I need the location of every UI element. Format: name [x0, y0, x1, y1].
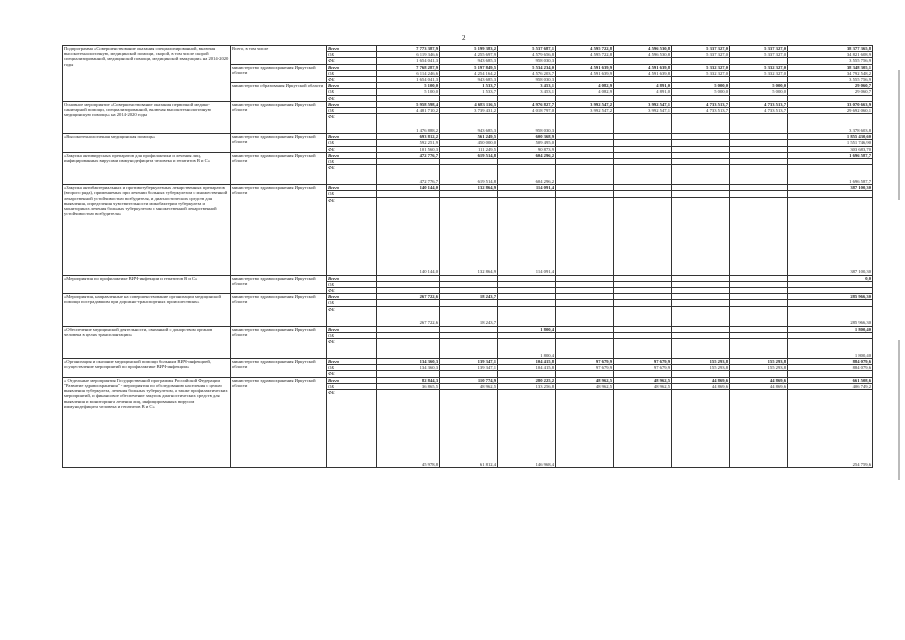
- amount-cell: 619 514,8: [440, 165, 498, 185]
- amount-cell: 4 595 722,8: [556, 46, 614, 52]
- funding-source-cell: ФБ: [327, 165, 377, 185]
- amount-cell: 155 293,8: [672, 365, 730, 371]
- amount-cell: 958 030,3: [498, 58, 556, 64]
- amount-cell: 1 551 746,90: [788, 140, 873, 146]
- amount-cell: 4 596 530,8: [614, 46, 672, 52]
- amount-cell: 139 347,1: [440, 365, 498, 371]
- amount-cell: 7 773 387,9: [377, 46, 440, 52]
- amount-cell: 472 776,7: [377, 165, 440, 185]
- amount-cell: 5 332 327,0: [730, 70, 788, 76]
- amount-cell: 82 844,3: [377, 377, 440, 383]
- amount-cell: 1 654 041,3: [377, 58, 440, 64]
- funding-source-cell: Всего: [327, 294, 377, 300]
- executor-cell: министерство здравоохранения Иркутской области: [231, 134, 327, 153]
- amount-cell: 5 537 687,1: [498, 46, 556, 52]
- amount-cell: 111 249,5: [440, 146, 498, 152]
- amount-cell: 5 332 327,0: [672, 64, 730, 70]
- funding-source-cell: ОБ: [327, 140, 377, 146]
- amount-cell: 5 337 327,0: [730, 52, 788, 58]
- executor-cell: министерство здравоохранения Иркутской области: [231, 275, 327, 294]
- amount-cell: 97 679,9: [614, 359, 672, 365]
- amount-cell: 661 508,6: [788, 377, 873, 383]
- amount-cell: 5 000,0: [730, 83, 788, 89]
- funding-source-cell: Всего: [327, 83, 377, 89]
- funding-source-cell: ОБ: [327, 89, 377, 95]
- page-number: 2: [462, 34, 466, 42]
- program-name-cell: Основное мероприятие «Совершенствование оказания первичной медико-санитарной помощи, специализированной, включая высокотехнологичную медицинскую помощь» на 2014-2020 годы: [63, 101, 231, 133]
- amount-cell: 3 992 547,2: [556, 108, 614, 114]
- amount-cell: 943 685,3: [440, 58, 498, 64]
- amount-cell: 29 692 060,1: [788, 108, 873, 114]
- funding-source-cell: Всего: [327, 326, 377, 332]
- amount-cell: [614, 114, 672, 134]
- amount-cell: 884 079,6: [788, 365, 873, 371]
- executor-cell: министерство здравоохранения Иркутской области: [231, 377, 327, 467]
- amount-cell: 1 696 587,7: [788, 152, 873, 158]
- amount-cell: 604 296,2: [498, 152, 556, 158]
- amount-cell: 4 082,9: [556, 89, 614, 95]
- amount-cell: 4 255 697,9: [440, 52, 498, 58]
- amount-cell: 958 030,3: [498, 77, 556, 83]
- funding-source-cell: ОБ: [327, 108, 377, 114]
- amount-cell: [672, 390, 730, 468]
- amount-cell: 5 337 327,0: [672, 52, 730, 58]
- amount-cell: 0,0: [788, 275, 873, 281]
- amount-cell: 5 199 383,2: [440, 46, 498, 52]
- amount-cell: 1 800,4: [498, 326, 556, 332]
- amount-cell: 1 800,4: [498, 339, 556, 359]
- amount-cell: 104 415,8: [498, 359, 556, 365]
- amount-cell: 146 968,4: [498, 390, 556, 468]
- funding-source-cell: Всего: [327, 46, 377, 52]
- funding-source-cell: Всего: [327, 152, 377, 158]
- amount-cell: 5 000,0: [730, 89, 788, 95]
- amount-cell: 406 749,2: [788, 383, 873, 389]
- amount-cell: 604 296,2: [498, 165, 556, 185]
- scan-edge-mark: [898, 70, 900, 200]
- program-name-cell: «Закупка антивирусных препаратов для профилактики и лечения лиц, инфицированных вирусами иммунодефицита человека и гепатитов В и С»: [63, 152, 231, 184]
- amount-cell: 450 000,0: [440, 140, 498, 146]
- amount-cell: 4 733 513,7: [730, 101, 788, 107]
- amount-cell: 4 082,9: [556, 83, 614, 89]
- financing-table: [62, 45, 873, 468]
- amount-cell: 6 119 346,6: [377, 52, 440, 58]
- amount-cell: [730, 165, 788, 185]
- amount-cell: 1 800,40: [788, 326, 873, 332]
- funding-source-cell: ФБ: [327, 114, 377, 134]
- program-name-cell: «Мероприятия по профилактике ВИЧ-инфекции и гепатитов В и С»: [63, 275, 231, 294]
- amount-cell: 110 774,9: [440, 377, 498, 383]
- amount-cell: 1 654 041,3: [377, 77, 440, 83]
- amount-cell: [377, 339, 440, 359]
- amount-cell: 44 869,6: [730, 383, 788, 389]
- amount-cell: 34 821 608,9: [788, 52, 873, 58]
- amount-cell: 34 792 548,2: [788, 70, 873, 76]
- amount-cell: [672, 114, 730, 134]
- amount-cell: 285 966,30: [788, 294, 873, 300]
- amount-cell: 1 855 430,60: [788, 134, 873, 140]
- amount-cell: 619 514,8: [440, 152, 498, 158]
- amount-cell: 387 100,30: [788, 185, 873, 191]
- amount-cell: 5 100,0: [377, 89, 440, 95]
- amount-cell: 101 560,3: [377, 146, 440, 152]
- amount-cell: 155 293,8: [730, 359, 788, 365]
- amount-cell: 3 992 547,2: [556, 101, 614, 107]
- amount-cell: 254 759,6: [788, 390, 873, 468]
- amount-cell: [556, 197, 614, 275]
- funding-source-cell: ОБ: [327, 365, 377, 371]
- executor-cell: министерство здравоохранения Иркутской области: [231, 326, 327, 358]
- amount-cell: 7 768 287,9: [377, 64, 440, 70]
- amount-cell: 44 869,6: [672, 383, 730, 389]
- amount-cell: 4 591 639,9: [556, 64, 614, 70]
- amount-cell: 3 739 431,2: [440, 108, 498, 114]
- amount-cell: 958 030,3: [498, 114, 556, 134]
- amount-cell: 3 453,1: [498, 89, 556, 95]
- amount-cell: 943 685,3: [440, 114, 498, 134]
- executor-cell: министерство здравоохранения Иркутской области: [231, 152, 327, 184]
- amount-cell: 97 679,9: [556, 359, 614, 365]
- amount-cell: [556, 114, 614, 134]
- amount-cell: [672, 339, 730, 359]
- amount-cell: 4 976 827,7: [498, 101, 556, 107]
- amount-cell: 134 360,3: [377, 365, 440, 371]
- amount-cell: 4 591 639,8: [614, 70, 672, 76]
- executor-cell: министерство здравоохранения Иркутской области: [231, 359, 327, 378]
- amount-cell: 592 251,9: [377, 140, 440, 146]
- amount-cell: 90 873,9: [498, 146, 556, 152]
- program-name-cell: «Обеспечение медицинской деятельности, связанной с донорством органов человека в целях трансплантации»: [63, 326, 231, 358]
- amount-cell: 132 864,9: [440, 197, 498, 275]
- amount-cell: 3 992 547,1: [614, 101, 672, 107]
- amount-cell: 48 962,5: [614, 377, 672, 383]
- amount-cell: 4 891,0: [614, 83, 672, 89]
- amount-cell: 1 533,7: [440, 83, 498, 89]
- amount-cell: 693 812,2: [377, 134, 440, 140]
- amount-cell: [614, 165, 672, 185]
- program-name-cell: « Отдельные мероприятия Государственной программы Российской Федерации "Развитие здравоохранения" - мероприятия по обследованию населения с целью выявления туберкулеза, лечения больных туберкулезом, а также профилактических мероприятий, и финансовое обеспечение закупок диагностических средств для выявления и мониторинга лечения лиц, инфицированных вирусом иммунодефицита человека и гепатитов В и С»: [63, 377, 231, 467]
- amount-cell: 4 576 203,7: [498, 70, 556, 76]
- amount-cell: [672, 165, 730, 185]
- amount-cell: [440, 339, 498, 359]
- funding-source-cell: ФБ: [327, 306, 377, 326]
- amount-cell: 5 100,0: [377, 83, 440, 89]
- amount-cell: 285 966,30: [788, 306, 873, 326]
- amount-cell: 6 114 246,6: [377, 70, 440, 76]
- amount-cell: [556, 165, 614, 185]
- amount-cell: 133 256,8: [498, 383, 556, 389]
- amount-cell: 4 579 656,8: [498, 52, 556, 58]
- program-name-cell: «Высокотехнологичная медицинская помощь»: [63, 134, 231, 153]
- amount-cell: 5 337 327,0: [730, 46, 788, 52]
- amount-cell: [498, 306, 556, 326]
- amount-cell: 140 144,0: [377, 197, 440, 275]
- funding-source-cell: ОБ: [327, 300, 377, 306]
- funding-source-cell: ФБ: [327, 197, 377, 275]
- amount-cell: 943 685,3: [440, 77, 498, 83]
- funding-source-cell: ФБ: [327, 95, 377, 101]
- amount-cell: 48 962,5: [556, 383, 614, 389]
- amount-cell: 4 595 722,8: [556, 52, 614, 58]
- amount-cell: 5 534 234,0: [498, 64, 556, 70]
- amount-cell: 4 018 797,0: [498, 108, 556, 114]
- amount-cell: 18 243,7: [440, 306, 498, 326]
- scan-edge-mark: [898, 340, 900, 480]
- funding-source-cell: Всего: [327, 275, 377, 281]
- amount-cell: [614, 197, 672, 275]
- amount-cell: 5 337 327,0: [672, 46, 730, 52]
- amount-cell: 155 293,8: [730, 365, 788, 371]
- amount-cell: 4 733 513,7: [730, 108, 788, 114]
- funding-source-cell: ОБ: [327, 159, 377, 165]
- program-name-cell: Подпрограмма «Совершенствование оказания специализированной, включая высокотехнологичную, медицинской помощи, скорой, в том числе скорой специализированной, медицинской помощи, медицинской эвакуации» на 2014-2020 годы: [63, 46, 231, 102]
- amount-cell: 4 596 530,8: [614, 52, 672, 58]
- amount-cell: 44 869,6: [672, 377, 730, 383]
- amount-cell: 1 800,40: [788, 339, 873, 359]
- funding-source-cell: ФБ: [327, 371, 377, 377]
- amount-cell: 97 679,9: [556, 365, 614, 371]
- executor-cell: министерство здравоохранения Иркутской области: [231, 185, 327, 275]
- amount-cell: 4 891,0: [614, 89, 672, 95]
- amount-cell: [730, 306, 788, 326]
- amount-cell: 5 332 327,0: [672, 70, 730, 76]
- amount-cell: 114 091,4: [498, 185, 556, 191]
- amount-cell: 44 869,6: [730, 377, 788, 383]
- amount-cell: [730, 114, 788, 134]
- amount-cell: 5 197 849,5: [440, 64, 498, 70]
- amount-cell: 3 453,1: [498, 83, 556, 89]
- amount-cell: 1 696 587,7: [788, 165, 873, 185]
- executor-cell: министерство здравоохранения Иркутской области: [231, 294, 327, 326]
- amount-cell: [614, 306, 672, 326]
- amount-cell: 267 722,6: [377, 294, 440, 300]
- amount-cell: 884 079,6: [788, 359, 873, 365]
- amount-cell: 114 091,4: [498, 197, 556, 275]
- amount-cell: 267 722,6: [377, 306, 440, 326]
- amount-cell: [556, 339, 614, 359]
- amount-cell: [614, 390, 672, 468]
- funding-source-cell: ОБ: [327, 281, 377, 287]
- amount-cell: 472 776,7: [377, 152, 440, 158]
- amount-cell: 303 683,70: [788, 146, 873, 152]
- amount-cell: [614, 339, 672, 359]
- amount-cell: 561 249,5: [440, 134, 498, 140]
- amount-cell: 5 000,0: [672, 89, 730, 95]
- amount-cell: 29 060,7: [788, 83, 873, 89]
- amount-cell: 139 347,1: [440, 359, 498, 365]
- amount-cell: 33 070 663,9: [788, 101, 873, 107]
- amount-cell: 155 293,8: [672, 359, 730, 365]
- funding-source-cell: ФБ: [327, 146, 377, 152]
- amount-cell: 4 733 513,7: [672, 101, 730, 107]
- executor-cell: министерство здравоохранения Иркутской области: [231, 64, 327, 83]
- funding-source-cell: Всего: [327, 377, 377, 383]
- amount-cell: [730, 339, 788, 359]
- funding-source-cell: Всего: [327, 134, 377, 140]
- amount-cell: [556, 306, 614, 326]
- funding-source-cell: ФБ: [327, 58, 377, 64]
- amount-cell: 5 958 598,4: [377, 101, 440, 107]
- amount-cell: 29 060,7: [788, 89, 873, 95]
- funding-source-cell: ОБ: [327, 70, 377, 76]
- amount-cell: 4 254 164,2: [440, 70, 498, 76]
- amount-cell: 4 591 639,8: [614, 64, 672, 70]
- funding-source-cell: ОБ: [327, 52, 377, 58]
- amount-cell: 140 144,0: [377, 185, 440, 191]
- amount-cell: 1 476 888,2: [377, 114, 440, 134]
- funding-source-cell: Всего: [327, 185, 377, 191]
- funding-source-cell: Всего: [327, 359, 377, 365]
- funding-source-cell: ФБ: [327, 77, 377, 83]
- amount-cell: 48 962,5: [614, 383, 672, 389]
- amount-cell: 4 481 710,2: [377, 108, 440, 114]
- amount-cell: 4 591 639,9: [556, 70, 614, 76]
- amount-cell: 36 865,5: [377, 383, 440, 389]
- amount-cell: [556, 390, 614, 468]
- funding-source-cell: ФБ: [327, 390, 377, 468]
- amount-cell: 4 683 116,5: [440, 101, 498, 107]
- amount-cell: [730, 390, 788, 468]
- amount-cell: 600 368,9: [498, 134, 556, 140]
- amount-cell: [672, 197, 730, 275]
- amount-cell: 38 348 305,1: [788, 64, 873, 70]
- funding-source-cell: Всего: [327, 64, 377, 70]
- amount-cell: 38 377 365,8: [788, 46, 873, 52]
- funding-source-cell: ФБ: [327, 288, 377, 294]
- program-name-cell: «Организация и оказание медицинской помощи больным ВИЧ-инфекцией, осуществление мероприятий по профилактике ВИЧ-инфекции»: [63, 359, 231, 378]
- amount-cell: 387 100,30: [788, 197, 873, 275]
- amount-cell: 1 533,7: [440, 89, 498, 95]
- amount-cell: 48 962,5: [556, 377, 614, 383]
- funding-source-cell: ОБ: [327, 332, 377, 338]
- amount-cell: 134 360,3: [377, 359, 440, 365]
- funding-source-cell: Всего: [327, 101, 377, 107]
- program-name-cell: «Закупка антибактериальных и противотуберкулезных лекарственных препаратов (второго ряда), применяемых при лечении больных туберкулезом с множественной лекарственной устойчивостью возбудителя, и диагностических средств для выявления, определения чувствительности микобактерии туберкулеза и мониторинга лечения больных туберкулезом с множественной лекарственной устойчивостью возбудителя»: [63, 185, 231, 275]
- amount-cell: 45 978,8: [377, 390, 440, 468]
- amount-cell: 18 243,7: [440, 294, 498, 300]
- amount-cell: 3 378 603,8: [788, 114, 873, 134]
- amount-cell: 132 864,9: [440, 185, 498, 191]
- amount-cell: 3 992 547,1: [614, 108, 672, 114]
- amount-cell: 5 000,0: [672, 83, 730, 89]
- executor-cell: министерство здравоохранения Иркутской области: [231, 101, 327, 133]
- amount-cell: 48 962,5: [440, 383, 498, 389]
- amount-cell: 97 679,9: [614, 365, 672, 371]
- amount-cell: 4 733 513,7: [672, 108, 730, 114]
- funding-source-cell: ФБ: [327, 339, 377, 359]
- amount-cell: 3 555 756,9: [788, 77, 873, 83]
- funding-source-cell: ОБ: [327, 191, 377, 197]
- amount-cell: [730, 197, 788, 275]
- executor-cell: Всего, в том числе: [231, 46, 327, 65]
- amount-cell: 5 332 327,0: [730, 64, 788, 70]
- amount-cell: 3 555 756,9: [788, 58, 873, 64]
- program-name-cell: «Мероприятия, направленные на совершенствование организации медицинской помощи пострадавшим при дорожно-транспортных происшествиях»: [63, 294, 231, 326]
- amount-cell: 61 812,4: [440, 390, 498, 468]
- amount-cell: 104 415,8: [498, 365, 556, 371]
- amount-cell: 280 225,2: [498, 377, 556, 383]
- funding-source-cell: ОБ: [327, 383, 377, 389]
- amount-cell: 509 495,0: [498, 140, 556, 146]
- amount-cell: [672, 306, 730, 326]
- executor-cell: министерство образования Иркутской области: [231, 83, 327, 102]
